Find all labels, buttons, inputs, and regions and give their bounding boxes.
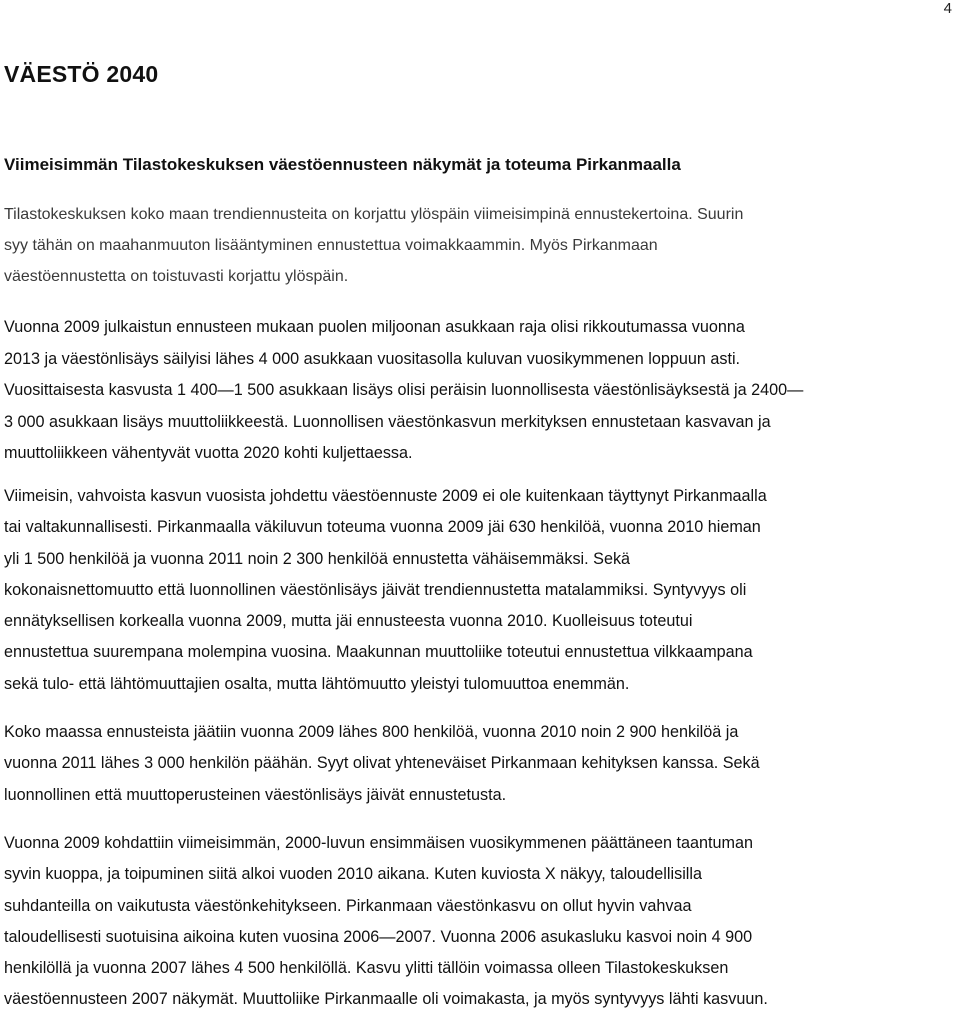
page-number: 4 — [943, 0, 952, 17]
paragraph-line: suhdanteilla on vaikutusta väestönkehitykseen. Pirkanmaan väestönkasvu on ollut hyvin vahvaa — [4, 896, 692, 915]
paragraph-2009-forecast — [4, 312, 959, 470]
paragraph-line: Tilastokeskuksen koko maan trendiennusteita on korjattu ylöspäin viimeisimpinä ennustekertoina. Suurin — [4, 206, 744, 223]
section-heading: Viimeisimmän Tilastokeskuksen väestöennusteen näkymät ja toteuma Pirkanmaalla — [4, 155, 681, 174]
paragraph-line: syvin kuoppa, ja toipuminen siitä alkoi vuoden 2010 aikana. Kuten kuviosta X näkyy, taloudellisilla — [4, 865, 702, 884]
paragraph-line: tai valtakunnallisesti. Pirkanmaalla väkiluvun toteuma vuonna 2009 jäi 630 henkilöä, vuonna 2010 hieman — [4, 518, 761, 537]
paragraph-line: vuonna 2011 lähes 3 000 henkilön päähän. Syyt olivat yhteneväiset Pirkanmaan kehityksen kanssa. Sekä — [4, 754, 760, 773]
paragraph-line: Koko maassa ennusteista jäätiin vuonna 2009 lähes 800 henkilöä, vuonna 2010 noin 2 900 henkilöä ja — [4, 723, 739, 741]
paragraph-line: taloudellisesti suotuisina aikoina kuten vuosina 2006—2007. Vuonna 2006 asukasluku kasvoi noin 4 900 — [4, 927, 753, 946]
paragraph-line: yli 1 500 henkilöä ja vuonna 2011 noin 2 300 henkilöä ennustetta vähäisemmäksi. Sekä — [4, 549, 631, 568]
paragraph-national-outcome — [4, 717, 959, 811]
paragraph-line: 3 000 asukkaan lisäys muuttoliikkeestä. Luonnollisen väestönkasvun merkityksen ennustetaan kasvavan ja — [4, 412, 771, 431]
paragraph-line: muuttoliikkeen vähentyvät vuotta 2020 kohti kuljettaessa. — [4, 444, 413, 462]
paragraph-line: Vuosittaisesta kasvusta 1 400—1 500 asukkaan lisäys olisi peräisin luonnollisesta väestönlisäyksestä ja 2400— — [4, 381, 804, 399]
page-title: VÄESTÖ 2040 — [4, 61, 159, 87]
paragraph-line: Vuonna 2009 julkaistun ennusteen mukaan puolen miljoonan asukkaan raja olisi rikkoutumassa vuonna — [4, 318, 745, 336]
paragraph-forecast-revisions — [4, 199, 959, 292]
paragraph-line: henkilöllä ja vuonna 2007 lähes 4 500 henkilöllä. Kasvu ylitti tällöin voimassa olleen Tilastokeskuksen — [4, 959, 729, 978]
paragraph-line: 2013 ja väestönlisäys säilyisi lähes 4 000 asukkaan vuositasolla kuluvan vuosikymmenen loppuun asti. — [4, 349, 741, 368]
paragraph-line: Vuonna 2009 kohdattiin viimeisimmän, 2000-luvun ensimmäisen vuosikymmenen päättäneen taantuman — [4, 834, 753, 852]
paragraph-line: luonnollinen että muuttoperusteinen väestönlisäys jäivät ennustetusta. — [4, 785, 507, 804]
paragraph-line: ennustettua suurempana molempina vuosina. Maakunnan muuttoliike toteutui ennustettua vilkkaampana — [4, 643, 753, 662]
paragraph-line: syy tähän on maahanmuuton lisääntyminen ennustettua voimakkaammin. Myös Pirkanmaan — [4, 237, 658, 254]
paragraph-line: kokonaisnettomuutto että luonnollinen väestönlisäys jäivät trendiennustetta matalammiksi. Syntyvyys oli — [4, 580, 747, 599]
paragraph-line: väestöennusteen 2007 näkymät. Muuttoliike Pirkanmaalle oli voimakasta, ja myös syntyvyys lähti kasvuun. — [4, 990, 768, 1009]
paragraph-economic-cycle — [4, 828, 959, 1016]
paragraph-line: sekä tulo- että lähtömuuttajien osalta, mutta lähtömuutto yleistyi tulomuuttoa enemmän. — [4, 674, 630, 693]
paragraph-line: Viimeisin, vahvoista kasvun vuosista johdettu väestöennuste 2009 ei ole kuitenkaan täyttynyt Pirkanmaalla — [4, 487, 767, 505]
paragraph-line: väestöennustetta on toistuvasti korjattu ylöspäin. — [4, 268, 349, 285]
paragraph-line: ennätyksellisen korkealla vuonna 2009, mutta jäi ennusteesta vuonna 2010. Kuolleisuus toteutui — [4, 612, 693, 631]
paragraph-pirkanmaa-outcome — [4, 481, 959, 700]
